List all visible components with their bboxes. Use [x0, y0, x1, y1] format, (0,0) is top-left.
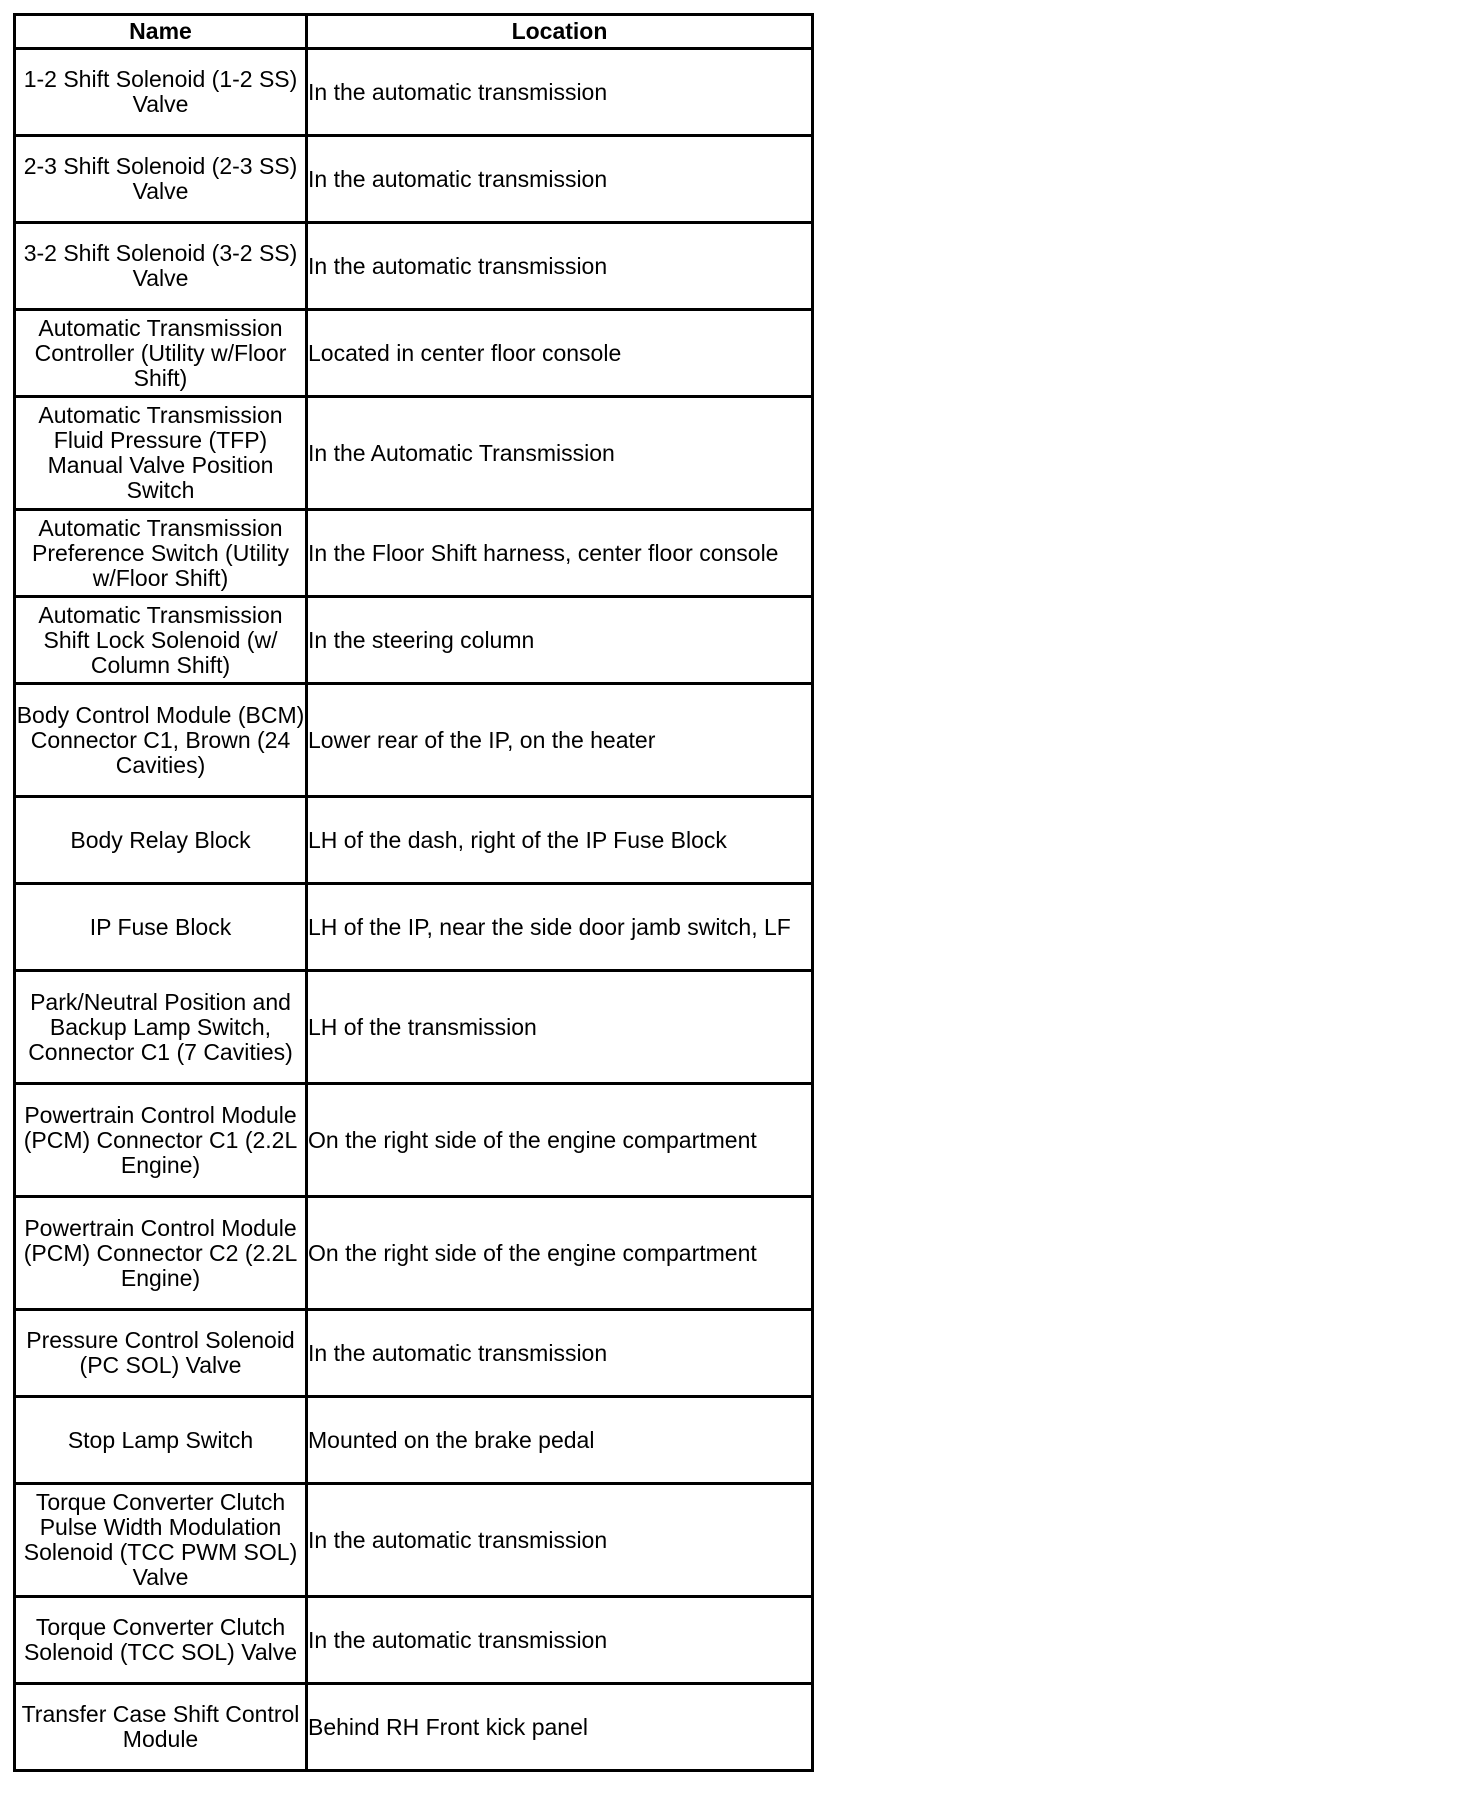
table-row — [15, 397, 813, 510]
component-name-cell: Body Relay Block — [15, 797, 307, 884]
component-name-cell: 2-3 Shift Solenoid (2-3 SS) Valve — [15, 136, 307, 223]
component-name-cell: Park/Neutral Position and Backup Lamp Switch, Connector C1 (7 Cavities) — [15, 971, 307, 1084]
component-location-cell: LH of the IP, near the side door jamb switch, LF — [307, 884, 813, 971]
component-name-cell: 1-2 Shift Solenoid (1-2 SS) Valve — [15, 49, 307, 136]
table-row — [15, 510, 813, 597]
table-row — [15, 1197, 813, 1310]
component-location-cell: In the automatic transmission — [307, 1597, 813, 1684]
component-name-cell: Torque Converter Clutch Pulse Width Modulation Solenoid (TCC PWM SOL) Valve — [15, 1484, 307, 1597]
component-name-cell: 3-2 Shift Solenoid (3-2 SS) Valve — [15, 223, 307, 310]
component-location-cell: Lower rear of the IP, on the heater — [307, 684, 813, 797]
component-location-cell: LH of the transmission — [307, 971, 813, 1084]
component-name-cell: Automatic Transmission Fluid Pressure (TFP) Manual Valve Position Switch — [15, 397, 307, 510]
component-location-cell: LH of the dash, right of the IP Fuse Block — [307, 797, 813, 884]
component-location-cell: In the automatic transmission — [307, 136, 813, 223]
component-name-cell: IP Fuse Block — [15, 884, 307, 971]
table-row — [15, 684, 813, 797]
component-location-cell: In the steering column — [307, 597, 813, 684]
column-header-location: Location — [307, 15, 813, 49]
component-name-cell: Pressure Control Solenoid (PC SOL) Valve — [15, 1310, 307, 1397]
table-row — [15, 1684, 813, 1771]
component-name-cell: Automatic Transmission Shift Lock Solenoid (w/ Column Shift) — [15, 597, 307, 684]
table-row — [15, 1397, 813, 1484]
component-location-cell: On the right side of the engine compartment — [307, 1084, 813, 1197]
component-location-cell: Mounted on the brake pedal — [307, 1397, 813, 1484]
component-name-cell: Transfer Case Shift Control Module — [15, 1684, 307, 1771]
table-row — [15, 136, 813, 223]
table-row — [15, 971, 813, 1084]
component-location-cell: In the automatic transmission — [307, 1310, 813, 1397]
table-body — [15, 49, 813, 1771]
component-location-table — [13, 13, 814, 1772]
column-header-name: Name — [15, 15, 307, 49]
table-row — [15, 310, 813, 397]
component-name-cell: Automatic Transmission Controller (Utility w/Floor Shift) — [15, 310, 307, 397]
component-name-cell: Automatic Transmission Preference Switch (Utility w/Floor Shift) — [15, 510, 307, 597]
component-location-cell: In the Automatic Transmission — [307, 397, 813, 510]
table-row — [15, 1484, 813, 1597]
component-location-cell: In the Floor Shift harness, center floor console — [307, 510, 813, 597]
table-row — [15, 1084, 813, 1197]
component-location-cell: In the automatic transmission — [307, 1484, 813, 1597]
component-location-cell: Located in center floor console — [307, 310, 813, 397]
table-row — [15, 884, 813, 971]
table-row — [15, 1310, 813, 1397]
component-location-cell: In the automatic transmission — [307, 223, 813, 310]
component-name-cell: Stop Lamp Switch — [15, 1397, 307, 1484]
component-location-cell: In the automatic transmission — [307, 49, 813, 136]
table-row — [15, 797, 813, 884]
component-location-cell: On the right side of the engine compartment — [307, 1197, 813, 1310]
component-name-cell: Torque Converter Clutch Solenoid (TCC SOL) Valve — [15, 1597, 307, 1684]
component-name-cell: Body Control Module (BCM) Connector C1, Brown (24 Cavities) — [15, 684, 307, 797]
component-location-cell: Behind RH Front kick panel — [307, 1684, 813, 1771]
table-row — [15, 1597, 813, 1684]
table-header-row — [15, 15, 813, 49]
table-row — [15, 223, 813, 310]
component-name-cell: Powertrain Control Module (PCM) Connector C1 (2.2L Engine) — [15, 1084, 307, 1197]
table-row — [15, 597, 813, 684]
component-name-cell: Powertrain Control Module (PCM) Connector C2 (2.2L Engine) — [15, 1197, 307, 1310]
table-row — [15, 49, 813, 136]
